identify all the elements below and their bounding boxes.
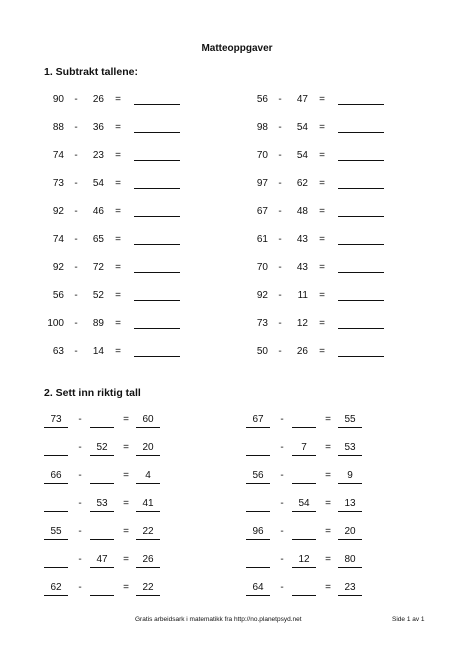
minus-sign: -: [78, 470, 82, 481]
equals-sign: =: [319, 150, 325, 161]
minus-sign: -: [74, 262, 78, 273]
subtrahend: 89: [92, 318, 104, 329]
equals-sign: =: [123, 582, 129, 593]
difference: 60: [136, 414, 160, 428]
subtrahend-blank[interactable]: [292, 414, 316, 428]
minus-sign: -: [74, 206, 78, 217]
minus-sign: -: [278, 234, 282, 245]
minuend: 67: [246, 414, 270, 428]
minuend: 63: [52, 346, 64, 357]
exercise-row: [42, 290, 242, 304]
minus-sign: -: [74, 318, 78, 329]
minuend: 96: [246, 526, 270, 540]
answer-line[interactable]: [338, 132, 384, 133]
minuend: 98: [256, 122, 268, 133]
minus-sign: -: [74, 150, 78, 161]
minus-sign: -: [74, 178, 78, 189]
subtrahend: 43: [296, 234, 308, 245]
minus-sign: -: [280, 470, 284, 481]
exercise-row: [246, 122, 446, 136]
subtrahend: 7: [292, 442, 316, 456]
minuend: 56: [256, 94, 268, 105]
exercise-row: [42, 206, 242, 220]
exercise-row: [42, 318, 242, 332]
answer-line[interactable]: [338, 104, 384, 105]
subtrahend: 12: [292, 554, 316, 568]
minuend: 61: [256, 234, 268, 245]
minuend: 97: [256, 178, 268, 189]
minus-sign: -: [278, 318, 282, 329]
minuend: 74: [52, 150, 64, 161]
exercise-row: [246, 414, 446, 428]
exercise-row: [246, 442, 446, 456]
difference: 13: [338, 498, 362, 512]
minuend-blank[interactable]: [44, 554, 68, 568]
minus-sign: -: [78, 526, 82, 537]
exercise-row: [246, 178, 446, 192]
exercise-row: [246, 346, 446, 360]
difference: 22: [136, 526, 160, 540]
minus-sign: -: [78, 582, 82, 593]
exercise-row: [44, 498, 244, 512]
subtrahend: 36: [92, 122, 104, 133]
difference: 55: [338, 414, 362, 428]
minus-sign: -: [74, 94, 78, 105]
equals-sign: =: [319, 206, 325, 217]
subtrahend: 23: [92, 150, 104, 161]
minuend: 92: [52, 262, 64, 273]
equals-sign: =: [319, 234, 325, 245]
answer-line[interactable]: [134, 328, 180, 329]
section-1-heading: 1. Subtrakt tallene:: [44, 66, 138, 78]
equals-sign: =: [115, 178, 121, 189]
subtrahend: 43: [296, 262, 308, 273]
exercise-row: [246, 470, 446, 484]
equals-sign: =: [115, 290, 121, 301]
minus-sign: -: [78, 498, 82, 509]
minus-sign: -: [278, 262, 282, 273]
difference: 53: [338, 442, 362, 456]
subtrahend: 53: [90, 498, 114, 512]
subtrahend: 72: [92, 262, 104, 273]
equals-sign: =: [325, 498, 331, 509]
subtrahend: 14: [92, 346, 104, 357]
subtrahend-blank[interactable]: [292, 582, 316, 596]
subtrahend: 26: [92, 94, 104, 105]
minus-sign: -: [278, 346, 282, 357]
equals-sign: =: [319, 262, 325, 273]
minuend: 50: [256, 346, 268, 357]
minuend: 56: [52, 290, 64, 301]
minus-sign: -: [280, 498, 284, 509]
subtrahend-blank[interactable]: [90, 582, 114, 596]
equals-sign: =: [115, 122, 121, 133]
equals-sign: =: [325, 414, 331, 425]
minus-sign: -: [74, 290, 78, 301]
exercise-row: [246, 554, 446, 568]
minus-sign: -: [280, 554, 284, 565]
exercise-row: [42, 122, 242, 136]
answer-line[interactable]: [338, 216, 384, 217]
exercise-row: [246, 290, 446, 304]
subtrahend-blank[interactable]: [90, 526, 114, 540]
exercise-row: [246, 234, 446, 248]
equals-sign: =: [123, 554, 129, 565]
equals-sign: =: [123, 526, 129, 537]
exercise-row: [246, 262, 446, 276]
answer-line[interactable]: [338, 272, 384, 273]
answer-line[interactable]: [338, 300, 384, 301]
minuend: 73: [256, 318, 268, 329]
difference: 20: [136, 442, 160, 456]
subtrahend: 26: [296, 346, 308, 357]
subtrahend: 65: [92, 234, 104, 245]
page-title: Matteoppgaver: [201, 43, 273, 54]
minus-sign: -: [278, 290, 282, 301]
exercise-row: [246, 526, 446, 540]
minuend-blank[interactable]: [246, 554, 270, 568]
footer-page-number: Side 1 av 1: [392, 616, 425, 623]
equals-sign: =: [115, 234, 121, 245]
equals-sign: =: [115, 206, 121, 217]
exercise-row: [246, 94, 446, 108]
equals-sign: =: [319, 318, 325, 329]
equals-sign: =: [325, 554, 331, 565]
exercise-row: [42, 178, 242, 192]
difference: 22: [136, 582, 160, 596]
minuend: 92: [256, 290, 268, 301]
minuend: 73: [44, 414, 68, 428]
answer-line[interactable]: [134, 300, 180, 301]
subtrahend-blank[interactable]: [292, 470, 316, 484]
equals-sign: =: [115, 346, 121, 357]
subtrahend: 62: [296, 178, 308, 189]
minus-sign: -: [78, 414, 82, 425]
equals-sign: =: [325, 582, 331, 593]
subtrahend: 54: [296, 122, 308, 133]
exercise-row: [44, 526, 244, 540]
minuend: 56: [246, 470, 270, 484]
equals-sign: =: [325, 470, 331, 481]
answer-line[interactable]: [134, 216, 180, 217]
answer-line[interactable]: [134, 104, 180, 105]
minus-sign: -: [78, 442, 82, 453]
minus-sign: -: [278, 150, 282, 161]
minuend: 100: [47, 318, 64, 329]
minus-sign: -: [278, 178, 282, 189]
equals-sign: =: [123, 442, 129, 453]
subtrahend: 47: [90, 554, 114, 568]
equals-sign: =: [319, 346, 325, 357]
subtrahend: 12: [296, 318, 308, 329]
answer-line[interactable]: [338, 328, 384, 329]
subtrahend-blank[interactable]: [90, 414, 114, 428]
answer-line[interactable]: [134, 188, 180, 189]
difference: 41: [136, 498, 160, 512]
equals-sign: =: [319, 122, 325, 133]
minuend: 92: [52, 206, 64, 217]
difference: 20: [338, 526, 362, 540]
equals-sign: =: [325, 442, 331, 453]
answer-line[interactable]: [338, 160, 384, 161]
subtrahend: 54: [92, 178, 104, 189]
equals-sign: =: [115, 150, 121, 161]
equals-sign: =: [115, 318, 121, 329]
minuend: 70: [256, 150, 268, 161]
subtrahend: 11: [297, 290, 308, 301]
exercise-row: [44, 582, 244, 596]
minuend-blank[interactable]: [246, 498, 270, 512]
section-2-heading: 2. Sett inn riktig tall: [44, 387, 141, 399]
equals-sign: =: [319, 178, 325, 189]
exercise-row: [42, 94, 242, 108]
answer-line[interactable]: [134, 160, 180, 161]
difference: 26: [136, 554, 160, 568]
equals-sign: =: [123, 498, 129, 509]
minuend-blank[interactable]: [44, 442, 68, 456]
subtrahend: 48: [296, 206, 308, 217]
minuend: 70: [256, 262, 268, 273]
minuend: 66: [44, 470, 68, 484]
exercise-row: [44, 554, 244, 568]
answer-line[interactable]: [338, 188, 384, 189]
equals-sign: =: [115, 94, 121, 105]
minus-sign: -: [278, 122, 282, 133]
difference: 23: [338, 582, 362, 596]
exercise-row: [246, 582, 446, 596]
difference: 4: [136, 470, 160, 484]
subtrahend-blank[interactable]: [292, 526, 316, 540]
subtrahend: 47: [296, 94, 308, 105]
minuend: 55: [44, 526, 68, 540]
difference: 80: [338, 554, 362, 568]
minuend: 73: [52, 178, 64, 189]
exercise-row: [42, 234, 242, 248]
subtrahend: 46: [92, 206, 104, 217]
minuend: 90: [52, 94, 64, 105]
minus-sign: -: [74, 346, 78, 357]
minus-sign: -: [278, 206, 282, 217]
exercise-row: [44, 442, 244, 456]
minus-sign: -: [278, 94, 282, 105]
minus-sign: -: [280, 414, 284, 425]
minuend: 64: [246, 582, 270, 596]
minus-sign: -: [74, 234, 78, 245]
answer-line[interactable]: [134, 272, 180, 273]
answer-line[interactable]: [338, 356, 384, 357]
minuend: 62: [44, 582, 68, 596]
minuend: 67: [256, 206, 268, 217]
subtrahend: 52: [90, 442, 114, 456]
equals-sign: =: [115, 262, 121, 273]
equals-sign: =: [319, 290, 325, 301]
minuend-blank[interactable]: [246, 442, 270, 456]
answer-line[interactable]: [338, 244, 384, 245]
footer-source: Gratis arbeidsark i matematikk fra http://no.planetpsyd.net: [135, 616, 302, 623]
minuend: 88: [52, 122, 64, 133]
exercise-row: [42, 150, 242, 164]
exercise-row: [44, 414, 244, 428]
exercise-row: [44, 470, 244, 484]
minus-sign: -: [280, 582, 284, 593]
exercise-row: [246, 150, 446, 164]
subtrahend: 54: [296, 150, 308, 161]
equals-sign: =: [319, 94, 325, 105]
minus-sign: -: [74, 122, 78, 133]
equals-sign: =: [123, 414, 129, 425]
minuend: 74: [52, 234, 64, 245]
answer-line[interactable]: [134, 132, 180, 133]
subtrahend: 54: [292, 498, 316, 512]
minuend-blank[interactable]: [44, 498, 68, 512]
minus-sign: -: [280, 442, 284, 453]
exercise-row: [246, 318, 446, 332]
exercise-row: [42, 346, 242, 360]
subtrahend-blank[interactable]: [90, 470, 114, 484]
subtrahend: 52: [92, 290, 104, 301]
minus-sign: -: [280, 526, 284, 537]
equals-sign: =: [325, 526, 331, 537]
exercise-row: [246, 206, 446, 220]
difference: 9: [338, 470, 362, 484]
exercise-row: [42, 262, 242, 276]
exercise-row: [246, 498, 446, 512]
minus-sign: -: [78, 554, 82, 565]
answer-line[interactable]: [134, 356, 180, 357]
equals-sign: =: [123, 470, 129, 481]
answer-line[interactable]: [134, 244, 180, 245]
